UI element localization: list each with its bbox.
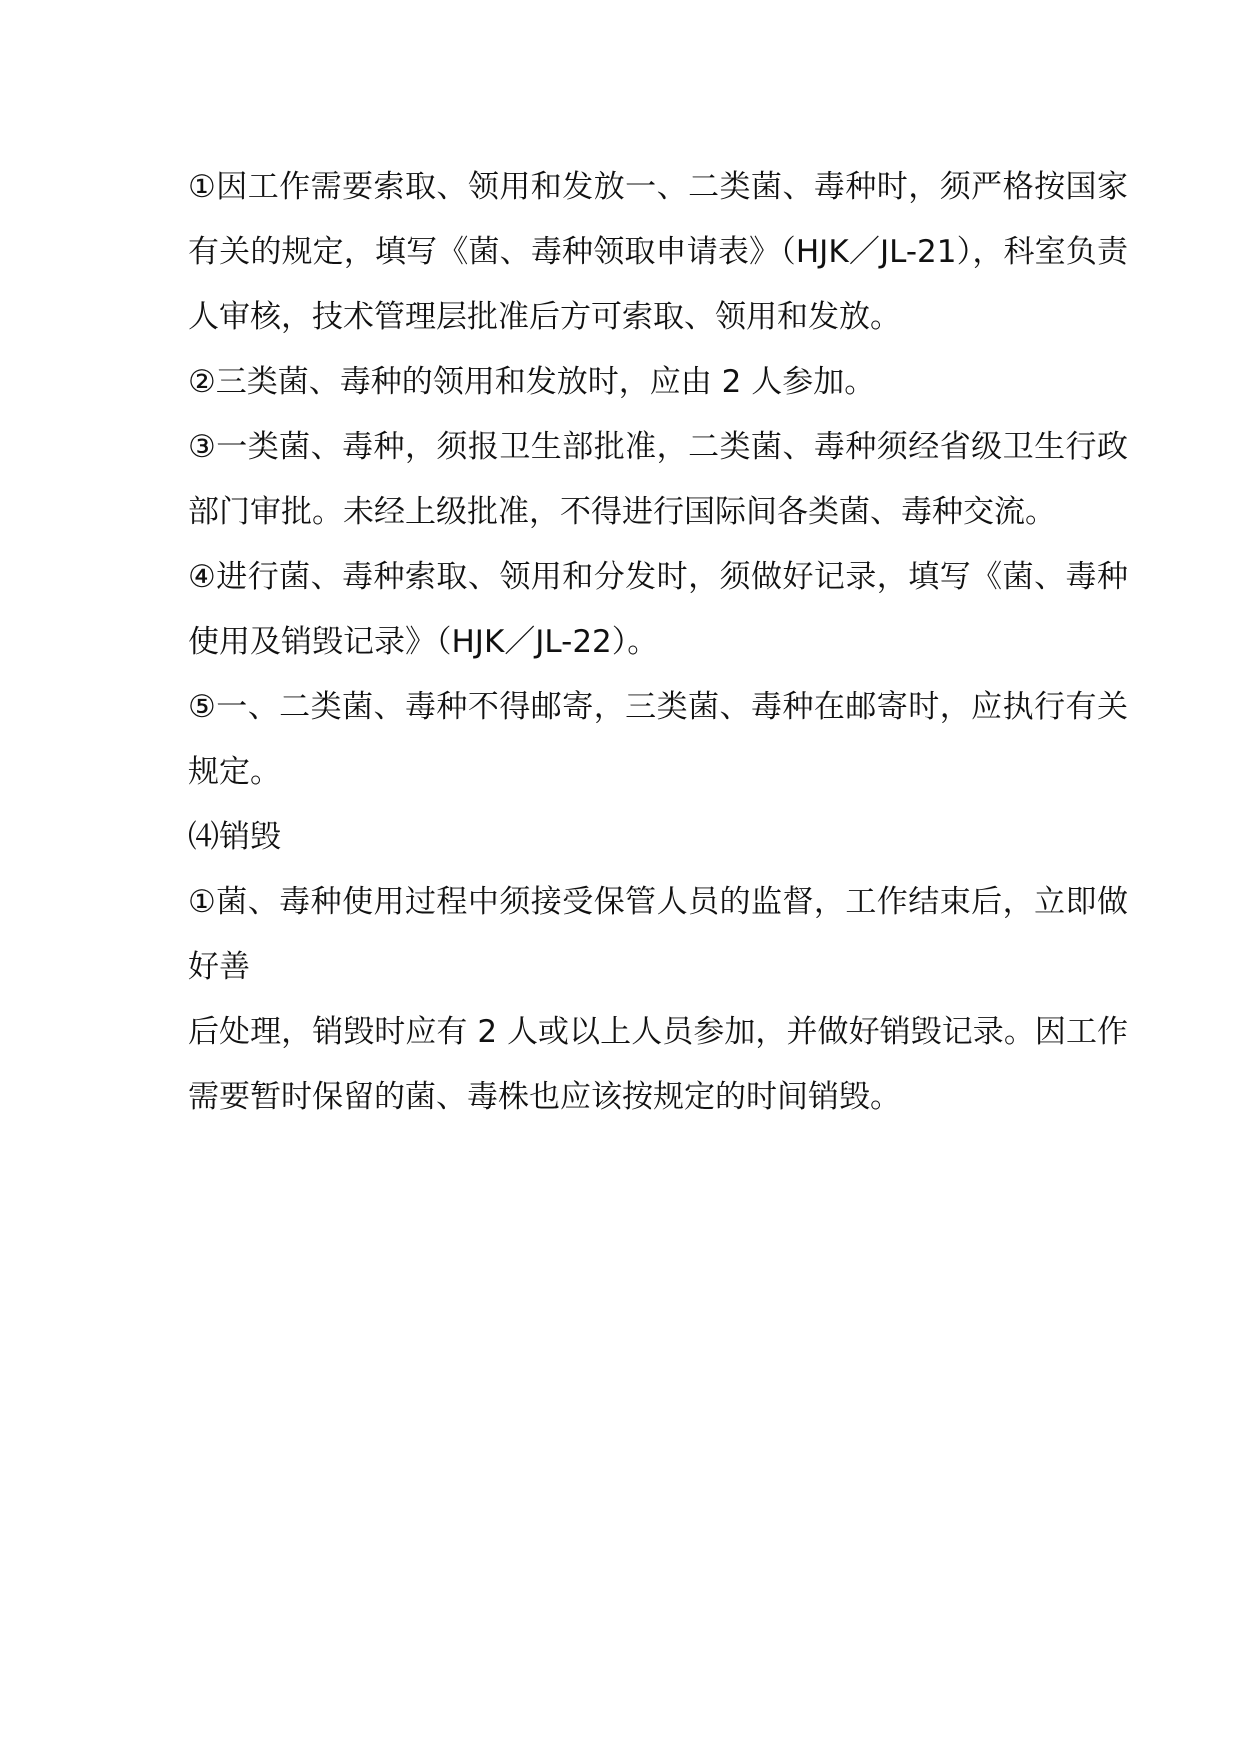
- paragraph-destruction-procedure: 后处理，销毁时应有 2 人或以上人员参加，并做好销毁记录。因工作需要暂时保留的菌、毒株也应该按规定的时间销毁。: [188, 1014, 1128, 1115]
- document-body: [188, 155, 1128, 1130]
- paragraph-mailing-rules: ⑤一、二类菌、毒种不得邮寄，三类菌、毒种在邮寄时，应执行有关规定。: [188, 689, 1128, 790]
- paragraph-exchange-approval: ③一类菌、毒种，须报卫生部批准，二类菌、毒种须经省级卫生行政部门审批。未经上级批准，不得进行国际间各类菌、毒种交流。: [188, 429, 1128, 530]
- paragraph-recordkeeping: ④进行菌、毒种索取、领用和分发时，须做好记录，填写《菌、毒种使用及销毁记录》（HJK／JL-22）。: [188, 559, 1128, 660]
- paragraph-class-three-distribution: ②三类菌、毒种的领用和发放时，应由 2 人参加。: [188, 364, 876, 400]
- paragraph-destruction-supervision: ①菌、毒种使用过程中须接受保管人员的监督，工作结束后，立即做好善: [188, 884, 1128, 985]
- section-heading-destruction: ⑷销毁: [188, 819, 281, 855]
- paragraph-request-approval: ①因工作需要索取、领用和发放一、二类菌、毒种时，须严格按国家有关的规定，填写《菌、毒种领取申请表》（HJK／JL-21），科室负责人审核，技术管理层批准后方可索取、领用和发放。: [188, 169, 1128, 335]
